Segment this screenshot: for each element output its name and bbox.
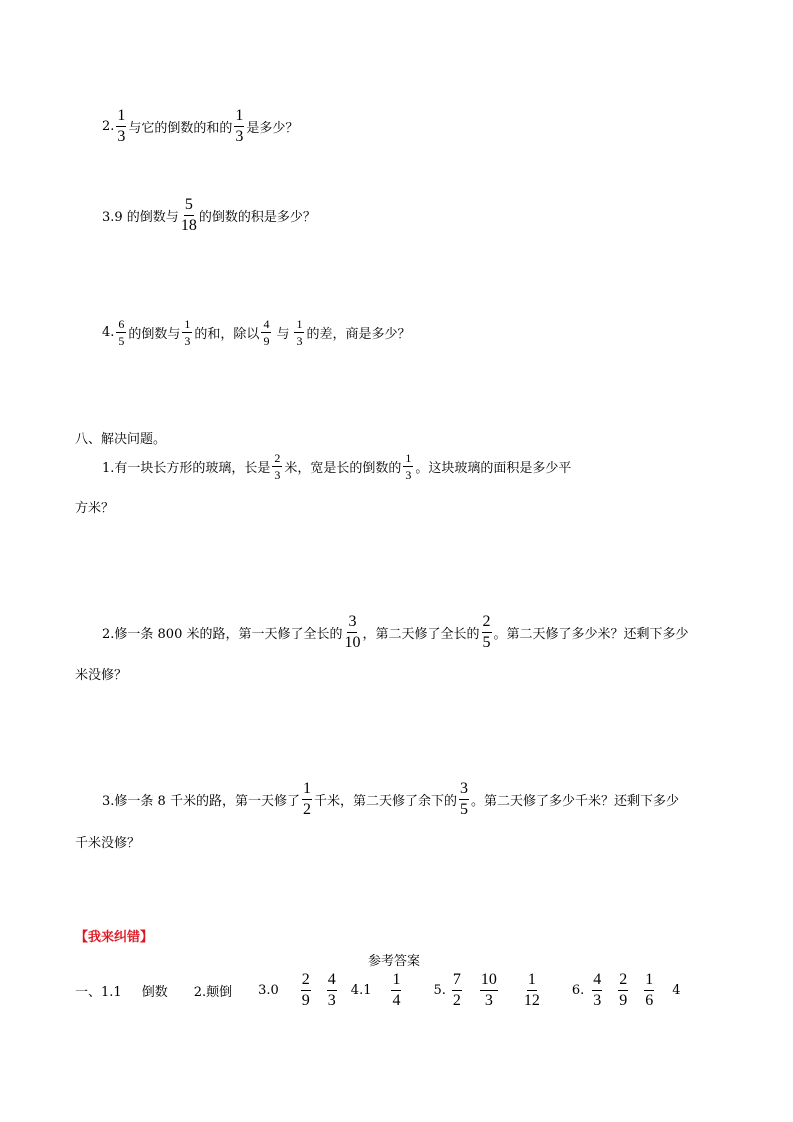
fraction: $\frac{1}{3}$ [405, 451, 412, 482]
fraction: $\frac{1}{3}$ [296, 317, 303, 348]
fraction: $\frac{1}{4}$ [392, 971, 401, 1009]
fraction: $\frac{3}{10}$ [344, 613, 361, 651]
fraction: $\frac{1}{6}$ [645, 971, 654, 1009]
error-correction-title: 【我来纠错】 [75, 930, 154, 945]
fraction: $\frac{4}{9}$ [263, 317, 270, 348]
problem-3: 3.修一条 8 千米的路，第一天修了 $\frac{1}{2}$ 千米，第二天修了余下的 $\frac{3}{5}$ 。第二天修了多少千米？还剩下多少 [102, 780, 679, 818]
answers-title: 参考答案 [368, 954, 421, 969]
fraction: $\frac{1}{3}$ [184, 317, 191, 348]
problem-3-continued: 千米没修？ [75, 836, 141, 851]
fraction: $\frac{1}{2}$ [302, 780, 311, 818]
fraction: $\frac{2}{5}$ [482, 613, 491, 651]
fraction: $\frac{2}{9}$ [619, 971, 628, 1009]
question-number: 4. [102, 325, 115, 340]
fraction: $\frac{3}{5}$ [459, 780, 468, 818]
fraction: $\frac{2}{3}$ [274, 451, 281, 482]
problem-1-continued: 方米？ [75, 501, 115, 516]
fraction: $\frac{7}{2}$ [452, 971, 461, 1009]
problem-2-continued: 米没修？ [75, 668, 128, 683]
fraction: $\frac{1}{12}$ [523, 971, 540, 1009]
fraction: $\frac{10}{3}$ [480, 971, 497, 1009]
question-3: 3.9 的倒数与 $\frac{5}{18}$ 的倒数的积是多少？ [102, 196, 316, 234]
problem-2: 2.修一条 800 米的路，第一天修了全长的 $\frac{3}{10}$ ，第二天修了全长的 $\frac{2}{5}$ 。第二天修了多少米？还剩下多少 [102, 613, 689, 651]
fraction: $\frac{2}{9}$ [301, 971, 310, 1009]
answers-line: 一、1.1 倒数 2.颠倒 3.0 $\frac{2}{9}$ $\frac{4}{3}$ 4.1 $\frac{1}{4}$ 5. $\frac{7}{2}$ $\frac{10}{3}$ $\frac{1}{12}$ 6. $\frac{4}{3}$ $\frac{2}{9}$ $\frac{1}{6}$ 4 [75, 971, 681, 1009]
question-number: 2. [102, 119, 115, 134]
fraction: $\frac{1}{3}$ [117, 107, 126, 145]
problem-1: 1.有一块长方形的玻璃，长是 $\frac{2}{3}$ 米，宽是长的倒数的 $\frac{1}{3}$ 。这块玻璃的面积是多少平 [102, 451, 572, 482]
fraction: $\frac{1}{3}$ [235, 107, 244, 145]
question-4: 4. $\frac{6}{5}$ 的倒数与 $\frac{1}{3}$ 的和，除以 $\frac{4}{9}$ 与 $\frac{1}{3}$ 的差，商是多少？ [102, 317, 411, 348]
fraction: $\frac{6}{5}$ [118, 317, 125, 348]
fraction: $\frac{4}{3}$ [327, 971, 336, 1009]
fraction: $\frac{4}{3}$ [593, 971, 602, 1009]
fraction: $\frac{5}{18}$ [180, 196, 197, 234]
section-title: 八、解决问题。 [75, 432, 167, 447]
question-2: 2. $\frac{1}{3}$ 与它的倒数的和的 $\frac{1}{3}$ 是多少？ [102, 107, 299, 145]
